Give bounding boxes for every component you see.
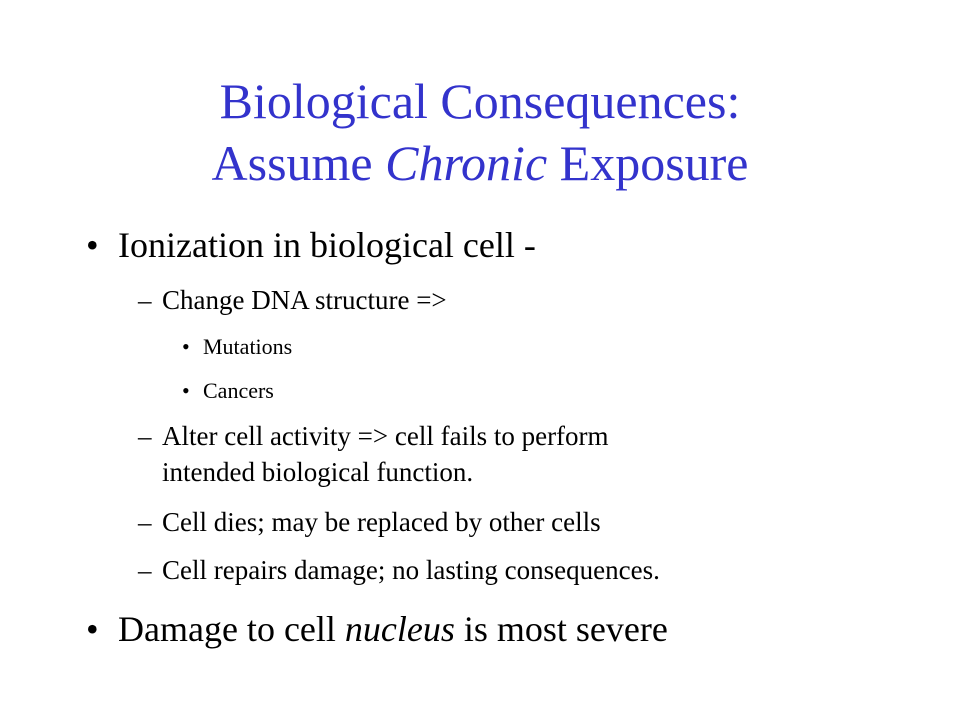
bullet-dot-icon: • bbox=[86, 225, 99, 265]
title-line-2-suffix: Exposure bbox=[547, 135, 749, 191]
dash-icon: – bbox=[138, 507, 152, 537]
bullet-nucleus-suffix: is most severe bbox=[454, 609, 668, 649]
sub-bullet-cell-dies-text: Cell dies; may be replaced by other cells bbox=[162, 507, 601, 537]
small-bullet-icon: • bbox=[182, 378, 190, 403]
sub-bullet-alter-activity bbox=[86, 418, 906, 490]
sub-sub-bullet-mutations-text: Mutations bbox=[203, 334, 293, 359]
small-bullet-icon: • bbox=[182, 334, 190, 359]
title-line-2 bbox=[0, 132, 960, 194]
dash-icon: – bbox=[138, 421, 152, 451]
sub-sub-bullet-cancers-text: Cancers bbox=[203, 378, 274, 403]
bullet-ionization-text: Ionization in biological cell - bbox=[118, 225, 536, 265]
title-emphasis-chronic: Chronic bbox=[385, 135, 548, 191]
sub-sub-bullet-cancers bbox=[86, 376, 906, 406]
title-line-1: Biological Consequences: bbox=[219, 73, 741, 129]
bullet-ionization bbox=[86, 222, 906, 268]
sub-bullet-cell-repairs-text: Cell repairs damage; no lasting consequences. bbox=[162, 555, 660, 585]
bullet-nucleus-prefix: Damage to cell bbox=[118, 609, 345, 649]
sub-sub-bullet-mutations bbox=[86, 332, 906, 362]
sub-bullet-cell-repairs bbox=[86, 552, 906, 588]
bullet-nucleus-emphasis: nucleus bbox=[344, 609, 455, 649]
sub-bullet-alter-activity-line2: intended biological function. bbox=[162, 457, 474, 487]
slide-content bbox=[86, 222, 906, 652]
title-line-2-prefix: Assume bbox=[211, 135, 386, 191]
bullet-nucleus-damage bbox=[86, 606, 906, 652]
slide-title bbox=[0, 70, 960, 194]
dash-icon: – bbox=[138, 285, 152, 315]
sub-bullet-change-dna bbox=[86, 282, 906, 318]
sub-bullet-change-dna-text: Change DNA structure => bbox=[162, 285, 447, 315]
dash-icon: – bbox=[138, 555, 152, 585]
sub-bullet-cell-dies bbox=[86, 504, 906, 540]
bullet-dot-icon: • bbox=[86, 609, 99, 649]
sub-bullet-alter-activity-line1: Alter cell activity => cell fails to perform bbox=[162, 421, 609, 451]
